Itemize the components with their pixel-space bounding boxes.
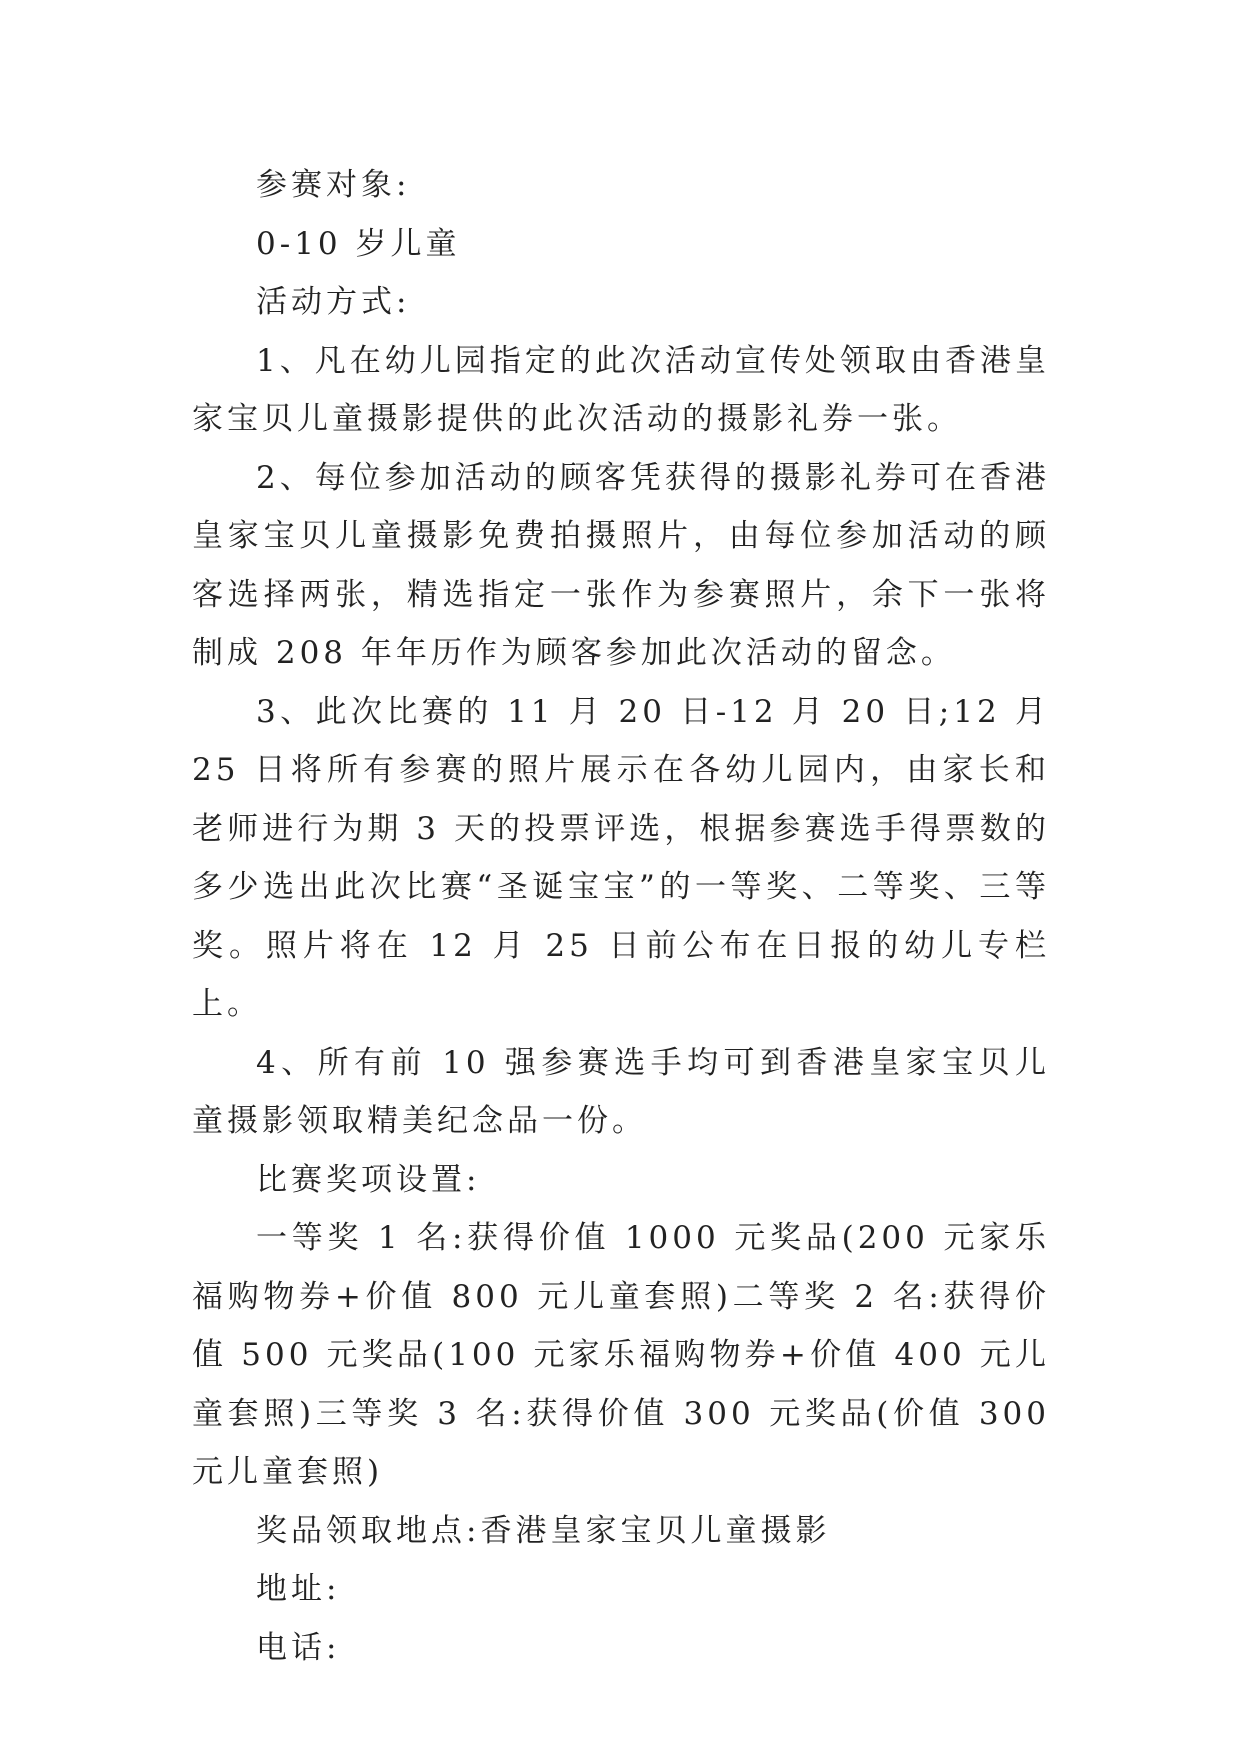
paragraph-address: 地址: [256,1571,341,1607]
paragraph-rule-1: 1、凡在幼儿园指定的此次活动宣传处领取由香港皇家宝贝儿童摄影提供的此次活动的摄影礼券一张。 [192,342,1050,437]
section-heading-activity-method: 活动方式: [256,284,411,320]
paragraph-age-range: 0-10 岁儿童 [256,225,461,262]
document-body [192,156,1050,1677]
paragraph-rule-4: 4、所有前 10 强参赛选手均可到香港皇家宝贝儿童摄影领取精美纪念品一份。 [192,1044,1050,1139]
paragraph-phone: 电话: [256,1629,341,1666]
paragraph-rule-2: 2、每位参加活动的顾客凭获得的摄影礼券可在香港皇家宝贝儿童摄影免费拍摄照片，由每位参加活动的顾客选择两张，精选指定一张作为参赛照片，余下一张将制成 208 年年历作为顾客参加此次活动的留念。 [192,459,1050,671]
paragraph-rule-3: 3、此次比赛的 11 月 20 日-12 月 20 日;12 月 25 日将所有参赛的照片展示在各幼儿园内，由家长和老师进行为期 3 天的投票评选，根据参赛选手得票数的多少选出此次比赛“圣诞宝宝”的一等奖、二等奖、三等奖。照片将在 12 月 25 日前公布在日报的幼儿专栏上。 [192,693,1050,1022]
section-heading-awards: 比赛奖项设置: [256,1161,481,1198]
section-heading-participants: 参赛对象: [256,167,411,203]
paragraph-prize-location: 奖品领取地点:香港皇家宝贝儿童摄影 [256,1512,831,1549]
paragraph-award-details: 一等奖 1 名:获得价值 1000 元奖品(200 元家乐福购物券+价值 800 元儿童套照)二等奖 2 名:获得价值 500 元奖品(100 元家乐福购物券+价值 400 元儿童套照)三等奖 3 名:获得价值 300 元奖品(价值 300 元儿童套照) [192,1220,1050,1490]
